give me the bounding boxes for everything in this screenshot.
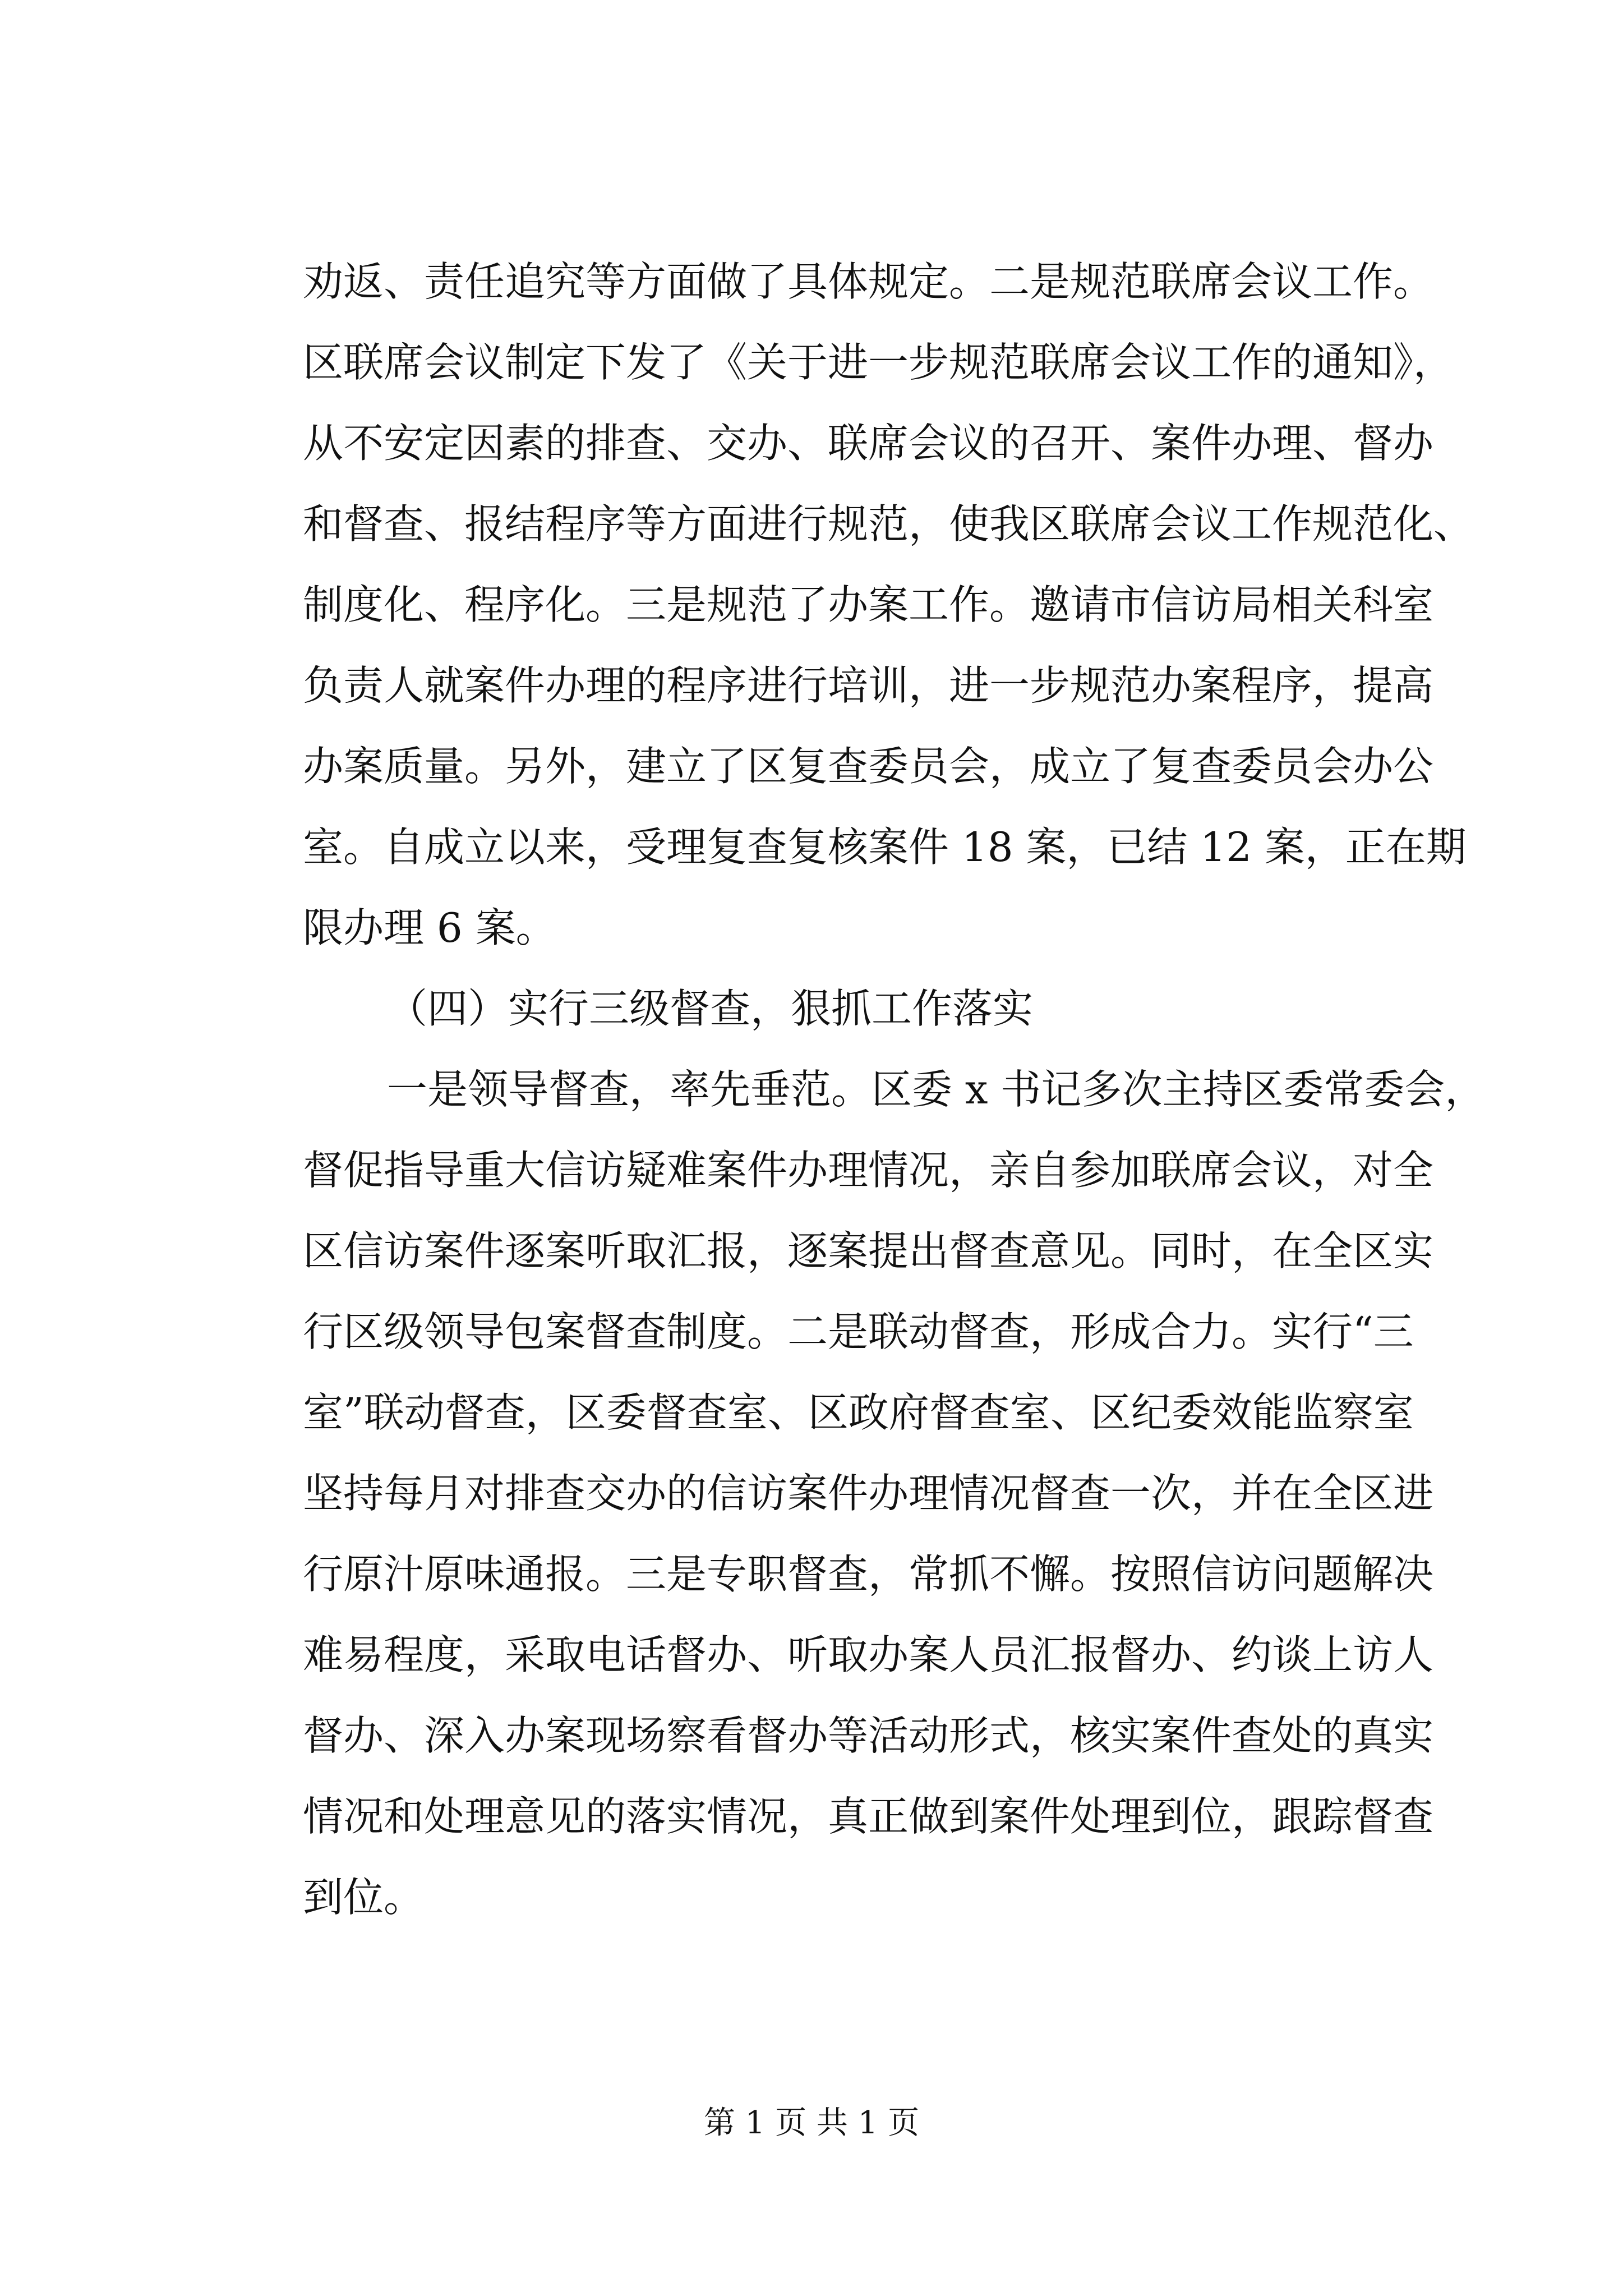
- text-line: 负责人就案件办理的程序进行培训，进一步规范办案程序，提高: [303, 662, 1434, 709]
- page-footer: [0, 2101, 1623, 2146]
- page-number-label: 第 1 页 共 1 页: [703, 2105, 920, 2141]
- text-line: 难易程度，采取电话督办、听取办案人员汇报督办、约谈上访人: [303, 1631, 1434, 1678]
- section-heading: （四）实行三级督查，狠抓工作落实: [387, 985, 1034, 1032]
- text-line: 办案质量。另外，建立了区复查委员会，成立了复查委员会办公: [303, 743, 1434, 790]
- text-line: 一是领导督查，率先垂范。区委 x 书记多次主持区委常委会，: [387, 1066, 1486, 1113]
- text-line: 行区级领导包案督查制度。二是联动督查，形成合力。实行“三: [303, 1308, 1414, 1355]
- text-line: 和督查、报结程序等方面进行规范，使我区联席会议工作规范化、: [303, 500, 1474, 547]
- text-line: 督促指导重大信访疑难案件办理情况，亲自参加联席会议，对全: [303, 1147, 1434, 1194]
- text-line: 区联席会议制定下发了《关于进一步规范联席会议工作的通知》，: [303, 339, 1454, 386]
- text-line: 坚持每月对排查交办的信访案件办理情况督查一次，并在全区进: [303, 1470, 1434, 1517]
- text-line: 从不安定因素的排查、交办、联席会议的召开、案件办理、督办: [303, 420, 1434, 467]
- text-line: 室”联动督查，区委督查室、区政府督查室、区纪委效能监察室: [303, 1389, 1414, 1436]
- text-line: 制度化、程序化。三是规范了办案工作。邀请市信访局相关科室: [303, 581, 1434, 628]
- body-text: [303, 241, 1486, 1938]
- text-line: 行原汁原味通报。三是专职督查，常抓不懈。按照信访问题解决: [303, 1550, 1434, 1598]
- text-line: 到位。: [303, 1874, 425, 1921]
- text-line: 限办理 6 案。: [303, 904, 556, 951]
- text-line: 情况和处理意见的落实情况，真正做到案件处理到位，跟踪督查: [303, 1793, 1434, 1840]
- text-line: 室。自成立以来，受理复查复核案件 18 案，已结 12 案，正在期: [303, 823, 1467, 871]
- text-line: 劝返、责任追究等方面做了具体规定。二是规范联席会议工作。: [303, 258, 1434, 305]
- text-line: 督办、深入办案现场察看督办等活动形式，核实案件查处的真实: [303, 1712, 1434, 1759]
- text-line: 区信访案件逐案听取汇报，逐案提出督查意见。同时，在全区实: [303, 1227, 1434, 1274]
